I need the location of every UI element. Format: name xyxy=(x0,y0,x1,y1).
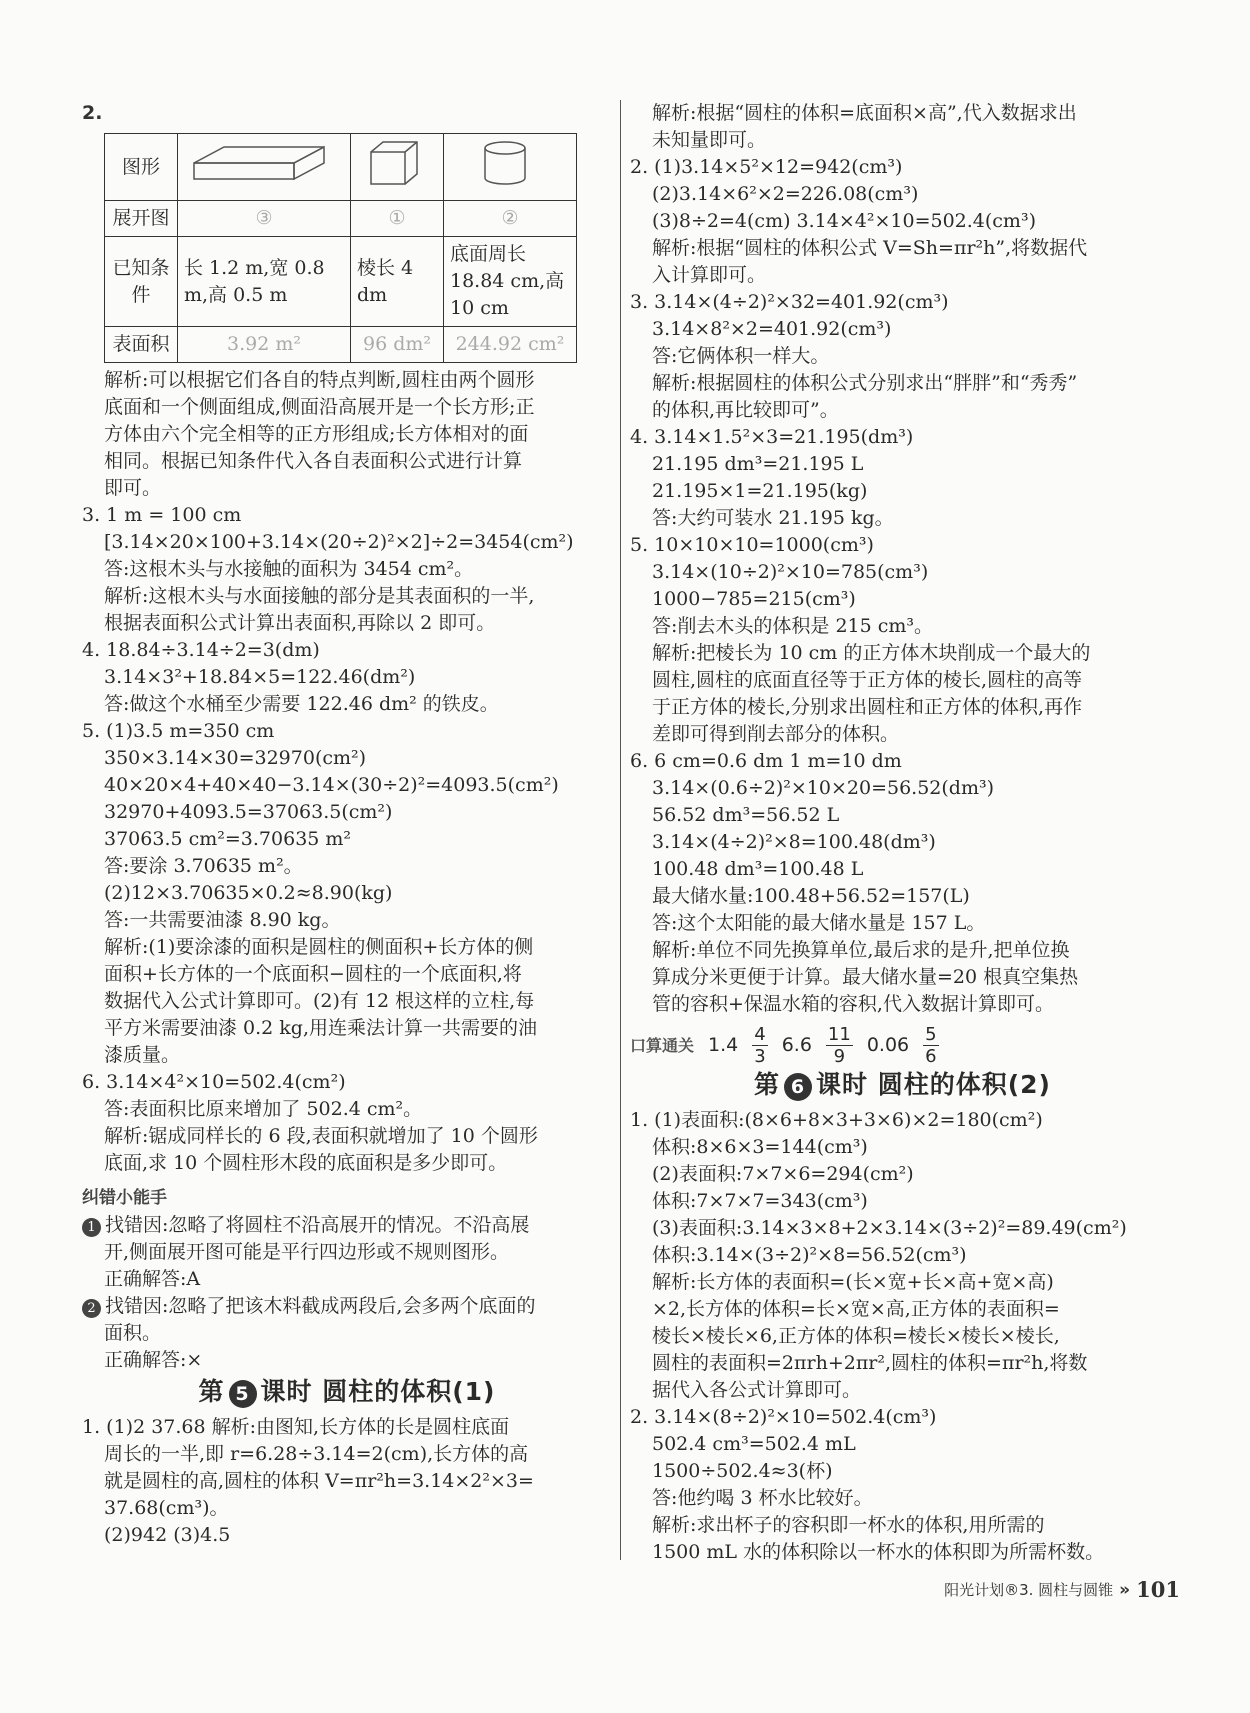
lesson-name: 课时 圆柱的体积(2) xyxy=(816,1070,1051,1099)
text-line: 21.195 dm³=21.195 L xyxy=(652,453,864,475)
text-line: 3. 1 m = 100 cm xyxy=(82,504,242,526)
text-line: 的体积,再比较即可”。 xyxy=(652,399,839,421)
footer-brand: 阳光计划®3. 圆柱与圆锥 xyxy=(944,1581,1114,1599)
table-row xyxy=(105,201,577,237)
text-line: 相同。根据已知条件代入各自表面积公式进行计算 xyxy=(104,450,523,472)
circled-1-icon: 1 xyxy=(82,1218,101,1237)
lesson-6-question-1 xyxy=(630,1107,1175,1404)
table-cell: 3.92 m² xyxy=(178,327,351,363)
lesson-number-badge: 6 xyxy=(784,1073,812,1101)
question-2-analysis xyxy=(82,367,612,502)
table-row xyxy=(105,237,577,327)
text-line: 答:做这个水桶至少需要 122.46 dm² 的铁皮。 xyxy=(104,693,499,715)
text-line: 解析:这根木头与水面接触的部分是其表面积的一半, xyxy=(104,585,535,607)
text-line: 算成分米更便于计算。最大储水量=20 根真空集热 xyxy=(652,966,1079,988)
text-line: 据代入各公式计算即可。 xyxy=(652,1379,862,1401)
text-line: 37.68(cm³)。 xyxy=(104,1497,229,1519)
lesson-5-question-5 xyxy=(630,532,1175,748)
text-line: 圆柱的表面积=2πrh+2πr²,圆柱的体积=πr²h,将数 xyxy=(652,1352,1088,1374)
table-cell: 96 dm² xyxy=(351,327,444,363)
text-line: 3.14×(0.6÷2)²×10×20=56.52(dm³) xyxy=(652,777,995,799)
text-line: 周长的一半,即 r=6.28÷3.14=2(cm),长方体的高 xyxy=(104,1443,529,1465)
text-line: 答:它俩体积一样大。 xyxy=(652,345,830,367)
cylinder-icon xyxy=(450,138,560,188)
error-correction-title: 纠错小能手 xyxy=(82,1188,167,1208)
right-column xyxy=(630,100,1175,1566)
shapes-table xyxy=(104,133,577,363)
text-line: (2)表面积:7×7×6=294(cm²) xyxy=(652,1163,914,1185)
text-line: 40×20×4+40×40−3.14×(30÷2)²=4093.5(cm²) xyxy=(104,774,559,796)
text-line: 37063.5 cm²=3.70635 m² xyxy=(104,828,352,850)
oral-answer: 0.06 xyxy=(866,1034,910,1056)
text-line: 圆柱,圆柱的底面直径等于正方体的棱长,圆柱的高等 xyxy=(652,669,1083,691)
text-line: 体积:8×6×3=144(cm³) xyxy=(652,1136,868,1158)
lesson-5-q1-analysis-end xyxy=(630,100,1175,154)
text-line: (3)8÷2=4(cm) 3.14×4²×10=502.4(cm³) xyxy=(652,210,1036,232)
page-footer xyxy=(944,1577,1180,1602)
text-line: 数据代入公式计算即可。(2)有 12 根这样的立柱,每 xyxy=(104,990,535,1012)
oral-calc-row xyxy=(630,1024,1175,1067)
denominator: 6 xyxy=(925,1046,937,1067)
text-line: 502.4 cm³=502.4 mL xyxy=(652,1433,856,1455)
text-line: 棱长×棱长×6,正方体的体积=棱长×棱长×棱长, xyxy=(652,1325,1060,1347)
lesson-5-title xyxy=(82,1378,612,1408)
lesson-prefix: 第 xyxy=(754,1070,781,1099)
text-line: 解析:可以根据它们各自的特点判断,圆柱由两个圆形 xyxy=(104,369,535,391)
text-line: 底面,求 10 个圆柱形木段的底面积是多少即可。 xyxy=(104,1152,508,1174)
oral-answer: 1.4 xyxy=(708,1034,739,1056)
lesson-number-badge: 5 xyxy=(229,1380,257,1408)
text-line: 6. 6 cm=0.6 dm 1 m=10 dm xyxy=(630,750,902,772)
text-line: 漆质量。 xyxy=(104,1044,181,1066)
text-line: 未知量即可。 xyxy=(652,129,767,151)
text-line: 100.48 dm³=100.48 L xyxy=(652,858,864,880)
text-line: 解析:单位不同先换算单位,最后求的是升,把单位换 xyxy=(652,939,1070,961)
text-line: 6. 3.14×4²×10=502.4(cm²) xyxy=(82,1071,346,1093)
text-line: 5. 10×10×10=1000(cm³) xyxy=(630,534,874,556)
oral-calc-label: 口算通关 xyxy=(630,1036,695,1055)
text-line: 1. (1)表面积:(8×6+8×3+3×6)×2=180(cm²) xyxy=(630,1109,1043,1131)
text-line: 2. (1)3.14×5²×12=942(cm³) xyxy=(630,156,903,178)
oral-answer: 6.6 xyxy=(781,1034,812,1056)
table-cell: ③ xyxy=(178,201,351,237)
text-line: 350×3.14×30=32970(cm²) xyxy=(104,747,367,769)
double-chevron-icon: » xyxy=(1119,1579,1131,1600)
cube-icon xyxy=(357,138,427,188)
text-line: 答:削去木头的体积是 215 cm³。 xyxy=(652,615,934,637)
lesson-prefix: 第 xyxy=(198,1377,225,1406)
question-5 xyxy=(82,718,612,1069)
text-line: 4. 18.84÷3.14÷2=3(dm) xyxy=(82,639,320,661)
table-cell: ② xyxy=(444,201,577,237)
text-line: 1000−785=215(cm³) xyxy=(652,588,856,610)
text-line: 56.52 dm³=56.52 L xyxy=(652,804,840,826)
text-line: 解析:(1)要涂漆的面积是圆柱的侧面积+长方体的侧 xyxy=(104,936,534,958)
text-line: 最大储水量:100.48+56.52=157(L) xyxy=(652,885,970,907)
lesson-5-question-1 xyxy=(82,1414,612,1549)
cube-figure xyxy=(351,134,444,201)
text-line: 差即可得到削去部分的体积。 xyxy=(652,723,900,745)
error-item-1 xyxy=(82,1212,612,1293)
text-line: 3.14×(4÷2)²×8=100.48(dm³) xyxy=(652,831,936,853)
text-line: 3.14×(10÷2)²×10=785(cm³) xyxy=(652,561,929,583)
oral-fraction xyxy=(752,1024,767,1067)
question-2-number: 2. xyxy=(82,102,103,124)
table-cell: 底面周长 18.84 cm,高 10 cm xyxy=(444,237,577,327)
page-number: 101 xyxy=(1136,1577,1180,1602)
numerator: 5 xyxy=(925,1024,937,1045)
cylinder-figure xyxy=(444,134,577,201)
text-line: 答:要涂 3.70635 m²。 xyxy=(104,855,303,877)
oral-fraction xyxy=(923,1024,938,1067)
table-header-unfold: 展开图 xyxy=(105,201,178,237)
text-line: 面积。 xyxy=(104,1322,162,1344)
lesson-6-title xyxy=(630,1071,1175,1101)
lesson-5-question-2 xyxy=(630,154,1175,289)
text-line: [3.14×20×100+3.14×(20÷2)²×2]÷2=3454(cm²) xyxy=(104,531,574,553)
text-line: 找错因:忽略了将圆柱不沿高展开的情况。不沿高展 xyxy=(105,1214,530,1236)
text-line: 3. 3.14×(4÷2)²×32=401.92(cm³) xyxy=(630,291,949,313)
text-line: 答:一共需要油漆 8.90 kg。 xyxy=(104,909,341,931)
text-line: 答:大约可装水 21.195 kg。 xyxy=(652,507,894,529)
text-line: (3)表面积:3.14×3×8+2×3.14×(3÷2)²=89.49(cm²) xyxy=(652,1217,1127,1239)
text-line: 答:他约喝 3 杯水比较好。 xyxy=(652,1487,873,1509)
text-line: 3.14×8²×2=401.92(cm³) xyxy=(652,318,892,340)
text-line: 解析:根据“圆柱的体积公式 V=Sh=πr²h”,将数据代 xyxy=(652,237,1088,259)
text-line: 开,侧面展开图可能是平行四边形或不规则图形。 xyxy=(104,1241,510,1263)
text-line: 1. (1)2 37.68 解析:由图知,长方体的长是圆柱底面 xyxy=(82,1416,510,1438)
text-line: ×2,长方体的体积=长×宽×高,正方体的表面积= xyxy=(652,1298,1060,1320)
text-line: 面积+长方体的一个底面积−圆柱的一个底面积,将 xyxy=(104,963,522,985)
denominator: 3 xyxy=(754,1046,766,1067)
text-line: 答:这根木头与水接触的面积为 3454 cm²。 xyxy=(104,558,474,580)
table-row xyxy=(105,134,577,201)
table-cell: 棱长 4 dm xyxy=(351,237,444,327)
text-line: 于正方体的棱长,分别求出圆柱和正方体的体积,再作 xyxy=(652,696,1083,718)
lesson-5-question-4 xyxy=(630,424,1175,532)
text-line: 1500 mL 水的体积除以一杯水的体积即为所需杯数。 xyxy=(652,1541,1105,1563)
text-line: 管的容积+保温水箱的容积,代入数据计算即可。 xyxy=(652,993,1054,1015)
table-header-shape: 图形 xyxy=(105,134,178,201)
table-cell: ① xyxy=(351,201,444,237)
text-line: 解析:把棱长为 10 cm 的正方体木块削成一个最大的 xyxy=(652,642,1091,664)
lesson-6-question-2 xyxy=(630,1404,1175,1566)
cuboid-figure xyxy=(178,134,351,201)
error-item-2 xyxy=(82,1293,612,1374)
text-line: 即可。 xyxy=(104,477,162,499)
circled-2-icon: 2 xyxy=(82,1299,101,1318)
text-line: 解析:根据圆柱的体积公式分别求出“胖胖”和“秀秀” xyxy=(652,372,1078,394)
text-line: 解析:长方体的表面积=(长×宽+长×高+宽×高) xyxy=(652,1271,1054,1293)
text-line: 体积:7×7×7=343(cm³) xyxy=(652,1190,868,1212)
table-cell: 长 1.2 m,宽 0.8 m,高 0.5 m xyxy=(178,237,351,327)
text-line: 3.14×3²+18.84×5=122.46(dm²) xyxy=(104,666,416,688)
left-column xyxy=(82,100,612,1549)
text-line: 根据表面积公式计算出表面积,再除以 2 即可。 xyxy=(104,612,496,634)
text-line: 4. 3.14×1.5²×3=21.195(dm³) xyxy=(630,426,914,448)
cuboid-icon xyxy=(184,141,334,185)
text-line: 解析:锯成同样长的 6 段,表面积就增加了 10 个圆形 xyxy=(104,1125,538,1147)
oral-fraction xyxy=(826,1024,853,1067)
table-row xyxy=(105,327,577,363)
lesson-name: 课时 圆柱的体积(1) xyxy=(260,1377,496,1406)
text-line: 方体由六个完全相等的正方形组成;长方体相对的面 xyxy=(104,423,529,445)
text-line: (2)3.14×6²×2=226.08(cm³) xyxy=(652,183,919,205)
numerator: 4 xyxy=(754,1024,766,1045)
text-line: 答:表面积比原来增加了 502.4 cm²。 xyxy=(104,1098,423,1120)
text-line: 正确解答:A xyxy=(104,1268,201,1290)
column-divider xyxy=(620,100,621,1560)
lesson-5-question-6 xyxy=(630,748,1175,1018)
table-header-known: 已知条件 xyxy=(105,237,178,327)
text-line: 底面和一个侧面组成,侧面沿高展开是一个长方形;正 xyxy=(104,396,535,418)
question-6 xyxy=(82,1069,612,1177)
text-line: 入计算即可。 xyxy=(652,264,767,286)
numerator: 11 xyxy=(827,1024,851,1045)
question-3 xyxy=(82,502,612,637)
text-line: 就是圆柱的高,圆柱的体积 V=πr²h=3.14×2²×3= xyxy=(104,1470,534,1492)
text-line: 平方米需要油漆 0.2 kg,用连乘法计算一共需要的油 xyxy=(104,1017,538,1039)
lesson-5-question-3 xyxy=(630,289,1175,424)
text-line: 正确解答:× xyxy=(104,1349,203,1371)
text-line: 21.195×1=21.195(kg) xyxy=(652,480,868,502)
text-line: 2. 3.14×(8÷2)²×10=502.4(cm³) xyxy=(630,1406,937,1428)
text-line: (2)12×3.70635×0.2≈8.90(kg) xyxy=(104,882,393,904)
table-header-area: 表面积 xyxy=(105,327,178,363)
denominator: 9 xyxy=(833,1046,846,1067)
text-line: 32970+4093.5=37063.5(cm²) xyxy=(104,801,393,823)
text-line: 5. (1)3.5 m=350 cm xyxy=(82,720,275,742)
text-line: (2)942 (3)4.5 xyxy=(104,1524,231,1546)
question-4 xyxy=(82,637,612,718)
text-line: 解析:根据“圆柱的体积=底面积×高”,代入数据求出 xyxy=(652,102,1077,124)
text-line: 答:这个太阳能的最大储水量是 157 L。 xyxy=(652,912,986,934)
text-line: 体积:3.14×(3÷2)²×8=56.52(cm³) xyxy=(652,1244,967,1266)
text-line: 解析:求出杯子的容积即一杯水的体积,用所需的 xyxy=(652,1514,1045,1536)
text-line: 找错因:忽略了把该木料截成两段后,会多两个底面的 xyxy=(105,1295,536,1317)
text-line: 1500÷502.4≈3(杯) xyxy=(652,1460,833,1482)
table-cell: 244.92 cm² xyxy=(444,327,577,363)
